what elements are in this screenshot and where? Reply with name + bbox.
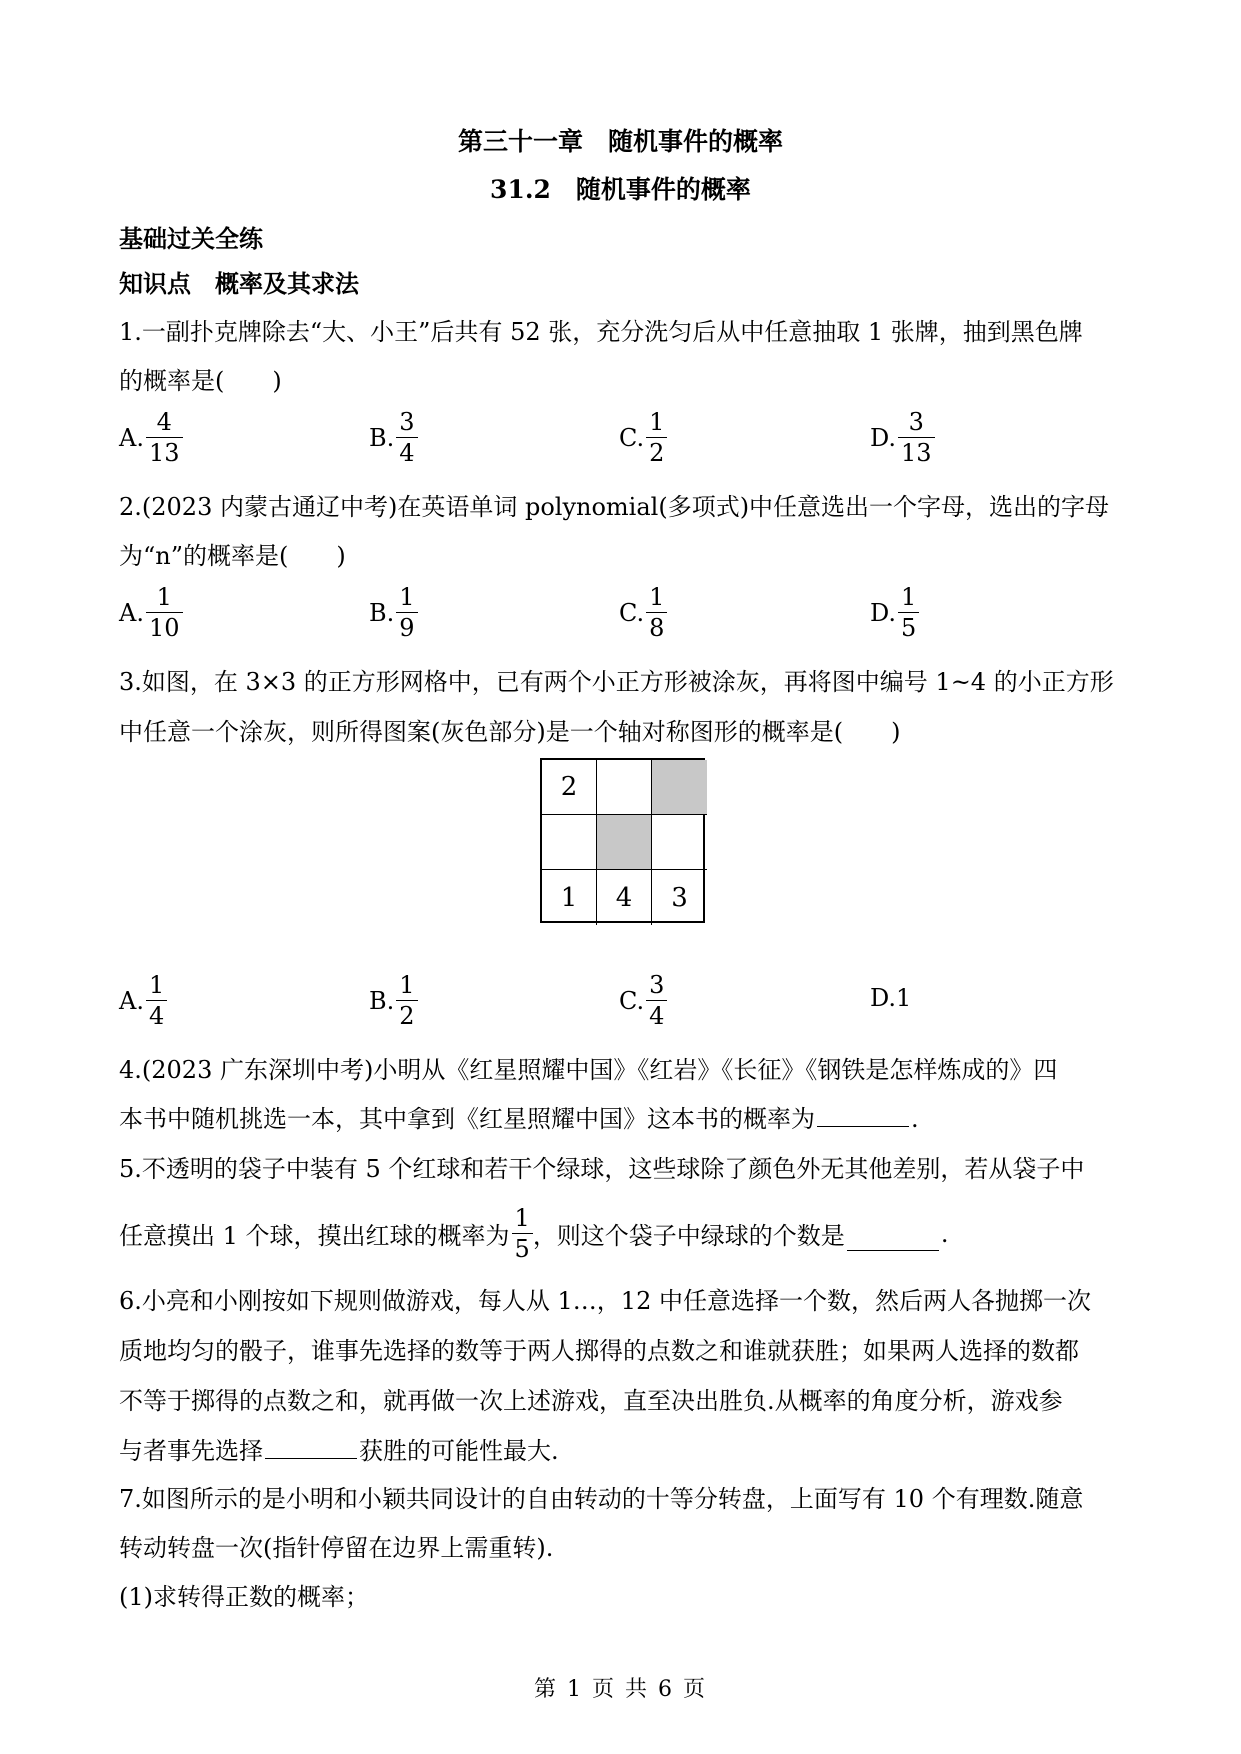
grid-cell: 2: [542, 760, 597, 815]
fraction-numerator: 1: [399, 583, 415, 611]
fraction: [146, 973, 167, 1028]
q1-text-line2: 的概率是( ): [119, 367, 282, 395]
q5-text-line2: [119, 1206, 948, 1261]
fraction-denominator: 13: [146, 437, 183, 465]
grid-cell: 4: [597, 870, 652, 925]
grid-cell-shaded: [652, 760, 707, 815]
fraction-numerator: 3: [399, 408, 415, 436]
practice-heading: 基础过关全练: [119, 224, 263, 253]
answer-blank[interactable]: [817, 1106, 909, 1127]
q7-text-line3: (1)求转得正数的概率；: [119, 1583, 369, 1611]
fraction-denominator: 4: [396, 437, 417, 465]
q3-text-line2: 中任意一个涂灰，则所得图案(灰色部分)是一个轴对称图形的概率是( ): [119, 718, 901, 746]
grid-cell: 3: [671, 882, 688, 913]
q3-text-line1: 3.如图，在 3×3 的正方形网格中，已有两个小正方形被涂灰，再将图中编号 1~4 的小正方形: [119, 668, 1114, 696]
fraction-numerator: 1: [156, 583, 172, 611]
fraction: [396, 585, 417, 640]
fraction-denominator: 8: [646, 612, 667, 640]
fraction-numerator: 1: [399, 971, 415, 999]
option-label: C.: [619, 598, 645, 627]
option-label: A.: [119, 598, 144, 627]
fraction: [646, 410, 667, 465]
option-label: C.: [619, 423, 645, 452]
grid-cell: [542, 815, 597, 870]
fraction: [646, 973, 667, 1028]
fraction-denominator: 9: [396, 612, 417, 640]
option-value: 1: [896, 984, 912, 1012]
knowledge-point-heading: 知识点 概率及其求法: [119, 269, 359, 298]
q2-option-a[interactable]: [119, 585, 183, 640]
q4-text-line2: [119, 1099, 919, 1134]
fraction-denominator: 10: [146, 612, 183, 640]
grid-cell: [597, 760, 652, 815]
option-label: A.: [119, 986, 144, 1015]
q1-option-a[interactable]: [119, 410, 183, 465]
q3-option-c[interactable]: [619, 973, 667, 1028]
fraction-numerator: 3: [649, 971, 665, 999]
fraction-numerator: 1: [514, 1204, 530, 1232]
q3-grid-figure: [540, 758, 705, 923]
fraction: [646, 585, 667, 640]
fraction: [396, 410, 417, 465]
fraction-denominator: 2: [396, 1000, 417, 1028]
fraction-numerator: 3: [908, 408, 924, 436]
q6-text-line1: 6.小亮和小刚按如下规则做游戏，每人从 1…，12 中任意选择一个数，然后两人各抛掷一次: [119, 1287, 1091, 1315]
answer-blank[interactable]: [847, 1230, 939, 1251]
fraction-denominator: 4: [146, 1000, 167, 1028]
answer-blank[interactable]: [265, 1438, 357, 1459]
q2-option-c[interactable]: [619, 585, 667, 640]
grid-cell-shaded: [597, 815, 652, 870]
q5-text-after-fraction: ，则这个袋子中绿球的个数是: [532, 1222, 845, 1250]
q2-option-b[interactable]: [369, 585, 418, 640]
q2-text-line2: 为“n”的概率是( ): [119, 542, 346, 570]
option-label: D.: [870, 598, 897, 627]
option-label: A.: [119, 423, 144, 452]
grid-cell: 1: [542, 870, 597, 925]
q6-text-line3: 不等于掷得的点数之和，就再做一次上述游戏，直至决出胜负.从概率的角度分析，游戏参: [119, 1387, 1063, 1415]
option-label: D.: [870, 984, 897, 1012]
fraction-denominator: 5: [512, 1233, 533, 1261]
q3-option-a[interactable]: [119, 973, 167, 1028]
q2-option-d[interactable]: [870, 585, 919, 640]
option-label: B.: [369, 986, 395, 1015]
fraction-numerator: 1: [649, 408, 665, 436]
fraction-denominator: 4: [646, 1000, 667, 1028]
section-title: 31.2 随机事件的概率: [490, 175, 751, 204]
option-label: D.: [870, 423, 897, 452]
option-label: B.: [369, 423, 395, 452]
q6-text-line4: [119, 1431, 559, 1466]
option-label: C.: [619, 986, 645, 1015]
fraction-denominator: 13: [898, 437, 935, 465]
q3-option-d[interactable]: [870, 984, 911, 1012]
q5-text-before-fraction: 任意摸出 1 个球，摸出红球的概率为: [119, 1222, 510, 1250]
fraction-numerator: 1: [649, 583, 665, 611]
chapter-title: 第三十一章 随机事件的概率: [457, 127, 783, 156]
q7-text-line1: 7.如图所示的是小明和小颖共同设计的自由转动的十等分转盘，上面写有 10 个有理数.随意: [119, 1485, 1084, 1513]
q4-text-before-blank: 本书中随机挑选一本，其中拿到《红星照耀中国》这本书的概率为: [119, 1105, 815, 1133]
fraction: [898, 585, 919, 640]
q2-text-line1: 2.(2023 内蒙古通辽中考)在英语单词 polynomial(多项式)中任意选出一个字母，选出的字母: [119, 493, 1110, 521]
q4-text-line1: 4.(2023 广东深圳中考)小明从《红星照耀中国》《红岩》《长征》《钢铁是怎样炼成的》四: [119, 1056, 1058, 1084]
fraction: [146, 410, 183, 465]
option-label: B.: [369, 598, 395, 627]
q6-text-after-blank: 获胜的可能性最大.: [359, 1437, 559, 1465]
fraction-numerator: 1: [901, 583, 917, 611]
q3-option-b[interactable]: [369, 973, 418, 1028]
q1-option-d[interactable]: [870, 410, 935, 465]
q1-text-line1: 1.一副扑克牌除去“大、小王”后共有 52 张，充分洗匀后从中任意抽取 1 张牌，抽到黑色牌: [119, 318, 1083, 346]
q1-option-b[interactable]: [369, 410, 418, 465]
q6-text-line2: 质地均匀的骰子，谁事先选择的数等于两人掷得的点数之和谁就获胜；如果两人选择的数都: [119, 1337, 1079, 1365]
fraction-denominator: 5: [898, 612, 919, 640]
q7-text-line2: 转动转盘一次(指针停留在边界上需重转).: [119, 1534, 554, 1562]
q1-option-c[interactable]: [619, 410, 667, 465]
q6-text-before-blank: 与者事先选择: [119, 1437, 263, 1465]
fraction: [396, 973, 417, 1028]
fraction-numerator: 1: [148, 971, 165, 999]
fraction: [898, 410, 935, 465]
fraction: [512, 1206, 533, 1261]
fraction: [146, 585, 183, 640]
q5-text-after-blank: .: [940, 1219, 949, 1248]
fraction-numerator: 4: [156, 408, 172, 436]
q5-text-line1: 5.不透明的袋子中装有 5 个红球和若干个绿球，这些球除了颜色外无其他差别，若从袋子中: [119, 1155, 1085, 1183]
grid-cell: [652, 815, 707, 870]
fraction-denominator: 2: [646, 437, 667, 465]
q4-text-after-blank: .: [911, 1105, 919, 1133]
page-footer: 第 1 页 共 6 页: [534, 1677, 707, 1702]
